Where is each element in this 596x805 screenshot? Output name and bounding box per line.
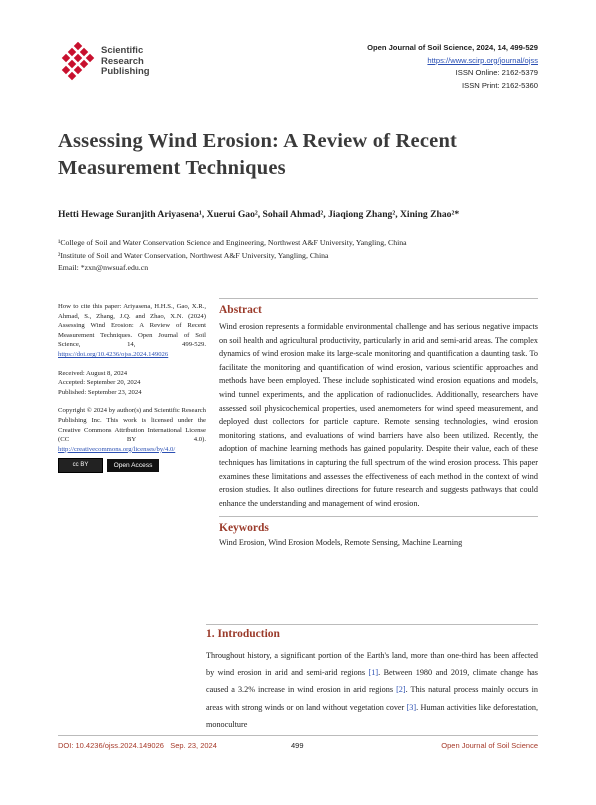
citation-link[interactable]: [3] bbox=[406, 702, 417, 712]
issn-print: ISSN Print: 2162-5360 bbox=[462, 80, 538, 90]
citation-link[interactable]: [2] bbox=[396, 685, 406, 695]
author-list: Hetti Hewage Suranjith Ariyasena¹, Xuerui Gao², Sohail Ahmad², Jiaqiong Zhang², Xining Zhao²* bbox=[58, 209, 460, 220]
journal-citation-line: Open Journal of Soil Science, 2024, 14, 499-529 bbox=[367, 43, 538, 52]
intro-text: . Between 1980 and 2019, climate change has caused a 3.2% increase in wind erosion in arid regions bbox=[206, 668, 538, 695]
accepted-date: Accepted: September 20, 2024 bbox=[58, 379, 141, 387]
citation-link[interactable]: [1] bbox=[368, 668, 379, 678]
publisher-line: Research bbox=[101, 55, 144, 67]
article-sidebar bbox=[58, 302, 206, 473]
footer-doi-text: DOI: 10.4236/ojss.2024.149026 bbox=[58, 741, 164, 750]
abstract-text: Wind erosion represents a formidable environmental challenge and has serious negative impacts on soil health and agricultural productivity, particularly in arid and semi-arid areas. The complex dynamics of wind erosion make its large-scale monitoring and quantification a daunting task. To facilitate the monitoring and quantification of wind erosion, various scientific approaches and methods have been employed. These include sophisticated wind erosion equations and models, wind tunnel experiments, and the application of radionuclides. Additionally, researchers have assessed soil physicochemical properties, used anemometers for wind speed measurement, and deployed dust collectors for particle capture. Remote sensing technologies, wind erosion monitoring stations, and evaluations of wind barriers have also been utilized. Recently, the adoption of machine learning methods has gained popularity. Despite their value, each of these techniques has limitations in capturing the full spectrum of the wind erosion process. This paper examines these limitations and assesses the effectiveness of each method in the context of wind erosion studies. It also outlines directions for future research and suggests pathways that could enhance the understanding and management of wind erosion. bbox=[219, 322, 538, 508]
publisher-line: Publishing bbox=[101, 66, 150, 77]
introduction-heading: 1. Introduction bbox=[206, 628, 280, 640]
scirp-logo-icon bbox=[58, 42, 98, 82]
how-to-cite bbox=[58, 302, 206, 360]
journal-info bbox=[367, 42, 538, 92]
abstract-section bbox=[219, 298, 538, 547]
footer-doi bbox=[58, 741, 217, 750]
published-date: Published: September 23, 2024 bbox=[58, 388, 142, 396]
abstract-heading: Abstract bbox=[219, 304, 262, 316]
copyright-text: Copyright © 2024 by author(s) and Scientific Research Publishing Inc. This work is licensed under the Creative Commons Attribution International License (CC BY 4.0). bbox=[58, 407, 206, 444]
intro-text: Throughout history, a significant portion of the Earth's land, more than one-third has been affected by wind erosion in arid and semi-arid regions bbox=[206, 651, 538, 678]
issn-online: ISSN Online: 2162-5379 bbox=[455, 68, 538, 77]
affiliation-2: ²Institute of Soil and Water Conservation, Northwest A&F University, Yangling, China bbox=[58, 250, 329, 260]
license-link[interactable]: http://creativecommons.org/licenses/by/4.0/ bbox=[58, 445, 176, 453]
keywords-heading: Keywords bbox=[219, 522, 269, 535]
cc-by-icon[interactable]: cc BY bbox=[58, 458, 103, 473]
publisher-line: Scientific bbox=[101, 45, 144, 56]
open-access-badge: Open Access bbox=[107, 459, 159, 472]
page-number: 499 bbox=[291, 741, 304, 750]
how-to-cite-text: How to cite this paper: Ariyasena, H.H.S., Gao, X.R., Ahmad, S., Zhang, J.Q. and Zhao, X.N. (2024) Assessing Wind Erosion: A Review of Recent Measurement Techniques. Open Journal of Soil Science, 14, 499-529. bbox=[58, 303, 206, 349]
journal-url-link[interactable]: https://www.scirp.org/journal/ojss bbox=[427, 55, 538, 65]
footer-date: Sep. 23, 2024 bbox=[170, 741, 217, 750]
divider bbox=[206, 624, 538, 625]
affiliation-1: ¹College of Soil and Water Conservation Science and Engineering, Northwest A&F University, Yangling, China bbox=[58, 238, 407, 247]
divider bbox=[219, 516, 538, 517]
introduction-section bbox=[206, 624, 538, 733]
affiliations bbox=[58, 237, 407, 275]
license-badges bbox=[58, 458, 206, 473]
email: Email: *zxn@nwsuaf.edu.cn bbox=[58, 263, 149, 272]
doi-link[interactable]: https://doi.org/10.4236/ojss.2024.149026 bbox=[58, 350, 169, 358]
footer-journal: Open Journal of Soil Science bbox=[441, 741, 538, 750]
divider bbox=[219, 298, 538, 299]
received-date: Received: August 8, 2024 bbox=[58, 369, 128, 377]
copyright-notice bbox=[58, 406, 206, 454]
article-dates bbox=[58, 369, 206, 398]
keywords-text: Wind Erosion, Wind Erosion Models, Remote Sensing, Machine Learning bbox=[219, 538, 463, 548]
intro-text: . Human activities like deforestation, monoculture bbox=[206, 702, 538, 729]
publisher-name bbox=[101, 46, 150, 78]
footer-divider bbox=[58, 735, 538, 736]
introduction-paragraph bbox=[206, 647, 538, 733]
intro-text: . This natural process mainly occurs in areas with strong winds or on land without vegetation cover bbox=[206, 685, 538, 712]
paper-title: Assessing Wind Erosion: A Review of Recent Measurement Techniques bbox=[58, 130, 458, 179]
